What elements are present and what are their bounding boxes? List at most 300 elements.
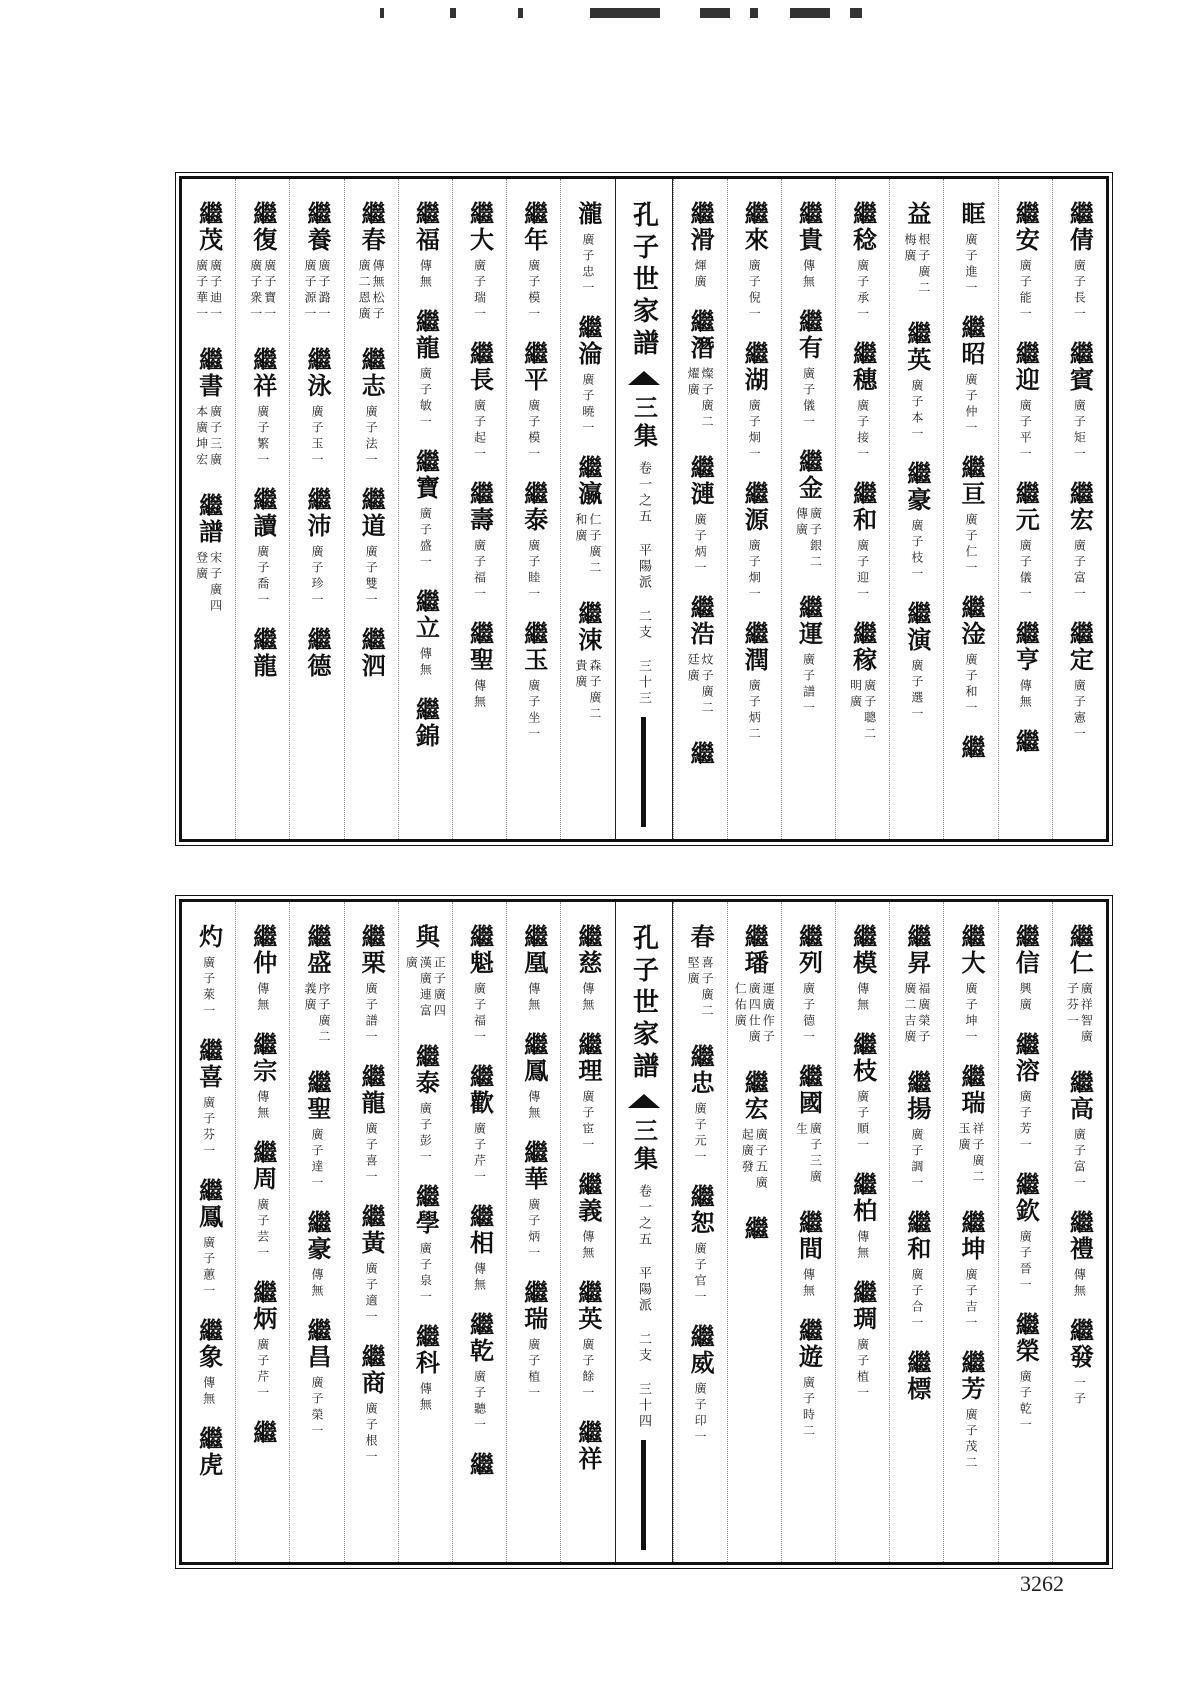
person-name: 繼學 xyxy=(411,1184,441,1236)
person-entry xyxy=(957,1064,985,1192)
person-name: 繼忠 xyxy=(686,1044,716,1096)
person-note: 傳無 xyxy=(855,982,870,1014)
genealogy-column xyxy=(673,179,727,839)
person-note: 傳無 xyxy=(418,259,433,291)
person-entry xyxy=(465,1204,495,1294)
genealogy-column xyxy=(289,179,343,839)
person-entry xyxy=(686,595,714,723)
person-name: 繼錦 xyxy=(411,697,441,749)
person-note: 傳無 xyxy=(418,647,433,679)
person-name: 繼威 xyxy=(686,1324,716,1376)
person-note: 廣子根一 xyxy=(364,1402,379,1466)
person-entry xyxy=(573,924,603,1014)
person-name: 繼榮 xyxy=(1011,1312,1041,1364)
spine-column xyxy=(615,902,673,1562)
person-note: 廣子茂二 xyxy=(964,1408,979,1472)
genealogy-columns xyxy=(182,179,1106,839)
person-note: 廣子泉一 xyxy=(418,1242,433,1306)
person-name: 繼瑞 xyxy=(957,1064,987,1116)
person-entry xyxy=(573,1172,603,1262)
person-note: 傳無 xyxy=(472,679,487,711)
genealogy-column xyxy=(235,902,289,1562)
person-name: 繼 xyxy=(1011,729,1041,755)
person-name: 繼慈 xyxy=(573,924,603,976)
person-name: 繼漣 xyxy=(686,455,716,507)
person-entry xyxy=(957,595,987,717)
person-entry xyxy=(519,481,549,603)
person-name: 繼書 xyxy=(194,347,224,399)
person-name: 繼聖 xyxy=(302,1070,332,1122)
person-name: 春 xyxy=(686,924,716,950)
person-entry xyxy=(686,741,716,767)
person-entry xyxy=(1011,1172,1041,1294)
spine-block xyxy=(628,201,660,827)
person-entry xyxy=(194,924,224,1020)
person-entry xyxy=(465,1452,495,1478)
person-entry xyxy=(686,1324,716,1446)
person-entry xyxy=(686,924,714,1026)
person-entry xyxy=(411,449,441,571)
person-name: 繼坤 xyxy=(957,1210,987,1262)
genealogy-column xyxy=(835,179,889,839)
person-note: 喜子廣二堅廣 xyxy=(686,956,715,1020)
person-note: 廣子仁一 xyxy=(964,513,979,577)
person-entry xyxy=(519,201,549,323)
person-name: 繼商 xyxy=(357,1344,387,1396)
person-entry xyxy=(411,1044,441,1166)
person-name: 繼源 xyxy=(740,481,770,533)
person-note: 序子廣二義廣 xyxy=(302,982,331,1046)
person-entry xyxy=(302,347,332,469)
person-name: 繼稔 xyxy=(848,201,878,253)
person-entry xyxy=(848,924,878,1014)
person-note: 廣子忠一 xyxy=(580,233,595,297)
person-note: 廣子繁一 xyxy=(255,405,270,469)
genealogy-column xyxy=(235,179,289,839)
person-note: 廣子植一 xyxy=(526,1338,541,1402)
person-note: 廣子倪一 xyxy=(747,259,762,323)
genealogy-column xyxy=(1052,179,1106,839)
person-name: 繼養 xyxy=(302,201,332,253)
person-name: 繼標 xyxy=(902,1350,932,1402)
person-name: 繼和 xyxy=(902,1210,932,1262)
person-entry xyxy=(902,461,932,583)
genealogy-column xyxy=(673,902,727,1562)
person-note: 廣子乾一 xyxy=(1018,1370,1033,1434)
person-name: 繼復 xyxy=(248,201,278,253)
person-name: 繼禮 xyxy=(1065,1210,1095,1262)
person-entry xyxy=(573,315,603,437)
genealogy-column xyxy=(727,179,781,839)
person-entry xyxy=(902,321,932,443)
genealogy-column xyxy=(781,902,835,1562)
person-note: 廣子達一 xyxy=(309,1128,324,1192)
genealogy-page-bottom xyxy=(179,899,1109,1565)
person-note: 傳無 xyxy=(526,982,541,1014)
person-entry xyxy=(957,924,987,1046)
fishtail-mark-icon xyxy=(628,1094,660,1108)
person-note: 傳無 xyxy=(801,1268,816,1300)
person-entry xyxy=(686,455,716,577)
person-name: 繼豪 xyxy=(302,1210,332,1262)
genealogy-column xyxy=(398,179,452,839)
volume-branch-label: 卷一之五 平陽派 二支 三十四 xyxy=(636,1184,651,1430)
person-entry xyxy=(357,1204,387,1326)
person-entry xyxy=(519,1280,549,1402)
person-note: 廣子時二 xyxy=(801,1376,816,1440)
person-note: 廣子元一 xyxy=(693,1102,708,1166)
person-name: 繼魁 xyxy=(465,924,495,976)
person-name: 繼亘 xyxy=(957,455,987,507)
person-note: 廣子富一 xyxy=(1072,1128,1087,1192)
person-name: 繼芳 xyxy=(957,1350,987,1402)
person-note: 廣子德一 xyxy=(801,982,816,1046)
person-name: 繼壽 xyxy=(465,481,495,533)
person-name: 繼柏 xyxy=(848,1172,878,1224)
person-name: 繼發 xyxy=(1065,1318,1095,1370)
person-note: 廣子銀二傳廣 xyxy=(794,507,823,571)
genealogy-column xyxy=(506,902,560,1562)
person-note: 廣子憲一 xyxy=(1072,679,1087,743)
page-number: 3262 xyxy=(1020,1571,1064,1596)
person-entry xyxy=(957,201,987,297)
person-entry xyxy=(357,1344,387,1466)
person-entry xyxy=(357,924,387,1046)
person-entry xyxy=(573,1280,603,1402)
person-name: 繼立 xyxy=(411,589,441,641)
person-name: 繼玉 xyxy=(519,621,549,673)
person-entry xyxy=(249,201,277,329)
person-note: 傳無 xyxy=(1018,679,1033,711)
genealogy-page-top xyxy=(179,176,1109,842)
person-name: 繼浩 xyxy=(686,595,716,647)
genealogy-column xyxy=(398,902,452,1562)
person-name: 繼讀 xyxy=(248,487,278,539)
person-name: 繼列 xyxy=(794,924,824,976)
person-name: 繼高 xyxy=(1065,1070,1095,1122)
person-name: 繼模 xyxy=(848,924,878,976)
person-entry xyxy=(1011,924,1041,1014)
person-entry xyxy=(902,1210,932,1332)
genealogy-column xyxy=(182,179,235,839)
person-note: 傳無 xyxy=(201,1376,216,1408)
person-entry xyxy=(248,1420,278,1446)
genealogy-column xyxy=(182,902,235,1562)
person-entry xyxy=(903,924,931,1052)
person-entry xyxy=(1011,1312,1041,1434)
person-note: 廣子芹一 xyxy=(255,1338,270,1402)
person-note: 廣子三廣本廣坤宏 xyxy=(194,405,223,469)
person-note: 運廣作子廣四仕廣仁佑廣 xyxy=(733,982,776,1046)
person-note: 興廣 xyxy=(1018,982,1033,1014)
person-name: 繼黃 xyxy=(357,1204,387,1256)
person-name: 繼 xyxy=(248,1420,278,1446)
person-name: 繼泰 xyxy=(519,481,549,533)
person-note: 傳無 xyxy=(580,1230,595,1262)
person-entry xyxy=(411,1324,441,1414)
person-note: 廣子晉一 xyxy=(1018,1230,1033,1294)
person-entry xyxy=(519,924,549,1014)
genealogy-column xyxy=(835,902,889,1562)
person-entry xyxy=(1011,621,1041,711)
person-name: 繼凰 xyxy=(519,924,549,976)
person-entry xyxy=(465,341,495,463)
person-entry xyxy=(848,201,878,323)
person-note: 宋子廣四登廣 xyxy=(194,551,223,615)
person-note: 廣子接一 xyxy=(855,399,870,463)
person-entry xyxy=(302,487,332,609)
person-name: 繼潛 xyxy=(686,309,716,361)
person-note: 廣子譜一 xyxy=(801,653,816,717)
person-entry xyxy=(404,924,446,1026)
person-note: 廣子官一 xyxy=(693,1242,708,1306)
person-name: 繼 xyxy=(957,735,987,761)
person-name: 繼大 xyxy=(957,924,987,976)
genealogy-column xyxy=(781,179,835,839)
person-entry xyxy=(794,924,824,1046)
person-name: 繼揚 xyxy=(902,1070,932,1122)
person-entry xyxy=(957,455,987,577)
person-entry xyxy=(302,1210,332,1300)
person-note: 廣子福一 xyxy=(472,539,487,603)
person-entry xyxy=(195,347,223,475)
person-entry xyxy=(519,1032,549,1122)
person-note: 廣子調一 xyxy=(909,1128,924,1192)
person-note: 廣子三廣生 xyxy=(794,1122,823,1186)
person-note: 傳無 xyxy=(418,1382,433,1414)
person-note: 廣子能一 xyxy=(1018,259,1033,323)
person-note: 傳無松子廣二恩廣 xyxy=(357,259,386,323)
person-name: 繼泗 xyxy=(357,627,387,679)
person-note: 廣子吉一 xyxy=(964,1268,979,1332)
person-entry xyxy=(1065,621,1095,743)
person-entry xyxy=(303,201,331,329)
person-name: 繼象 xyxy=(194,1318,224,1370)
genealogy-column xyxy=(344,902,398,1562)
person-entry xyxy=(740,1070,768,1198)
person-note: 傳無 xyxy=(801,259,816,291)
person-entry xyxy=(1065,924,1093,1052)
person-entry xyxy=(194,1038,224,1160)
person-note: 廣子五廣起廣發 xyxy=(740,1128,769,1192)
person-name: 繼湖 xyxy=(740,341,770,393)
person-entry xyxy=(794,595,824,717)
person-note: 廣子富一 xyxy=(1072,539,1087,603)
person-entry xyxy=(848,481,878,603)
person-name: 繼來 xyxy=(740,201,770,253)
person-note: 廣子炳二 xyxy=(747,679,762,743)
person-entry xyxy=(519,1140,549,1262)
person-name: 繼豪 xyxy=(902,461,932,513)
person-name: 繼稼 xyxy=(848,621,878,673)
person-name: 繼福 xyxy=(411,201,441,253)
person-name: 繼淪 xyxy=(573,315,603,367)
person-name: 繼大 xyxy=(465,201,495,253)
person-note: 廣子承一 xyxy=(855,259,870,323)
person-name: 繼宏 xyxy=(740,1070,770,1122)
person-name: 繼春 xyxy=(357,201,387,253)
person-note: 福廣榮子廣二吉廣 xyxy=(902,982,931,1046)
person-note: 廣子迎一 xyxy=(855,539,870,603)
person-name: 繼貴 xyxy=(794,201,824,253)
person-name: 繼間 xyxy=(794,1210,824,1262)
person-entry xyxy=(357,201,385,329)
person-entry xyxy=(1065,481,1095,603)
person-note: 廣子儀一 xyxy=(801,367,816,431)
spine-block xyxy=(628,924,660,1550)
person-note: 廣子芸一 xyxy=(255,1198,270,1262)
person-entry xyxy=(574,455,602,583)
person-name: 繼栗 xyxy=(357,924,387,976)
person-note: 廣祥智廣子芬一 xyxy=(1065,982,1094,1046)
person-note: 廣子彭一 xyxy=(418,1102,433,1166)
person-name: 繼璠 xyxy=(740,924,770,976)
person-entry xyxy=(794,1318,824,1440)
person-name: 繼鳳 xyxy=(194,1178,224,1230)
person-note: 廣子模一 xyxy=(526,259,541,323)
person-entry xyxy=(1011,341,1041,463)
person-entry xyxy=(740,481,770,603)
person-note: 廣子炯一 xyxy=(747,539,762,603)
person-entry xyxy=(573,1420,603,1472)
person-entry xyxy=(465,621,495,711)
person-entry xyxy=(794,309,824,431)
spine-column xyxy=(615,179,673,839)
person-note: 煇廣 xyxy=(693,259,708,291)
person-name: 繼長 xyxy=(465,341,495,393)
person-entry xyxy=(248,627,278,679)
person-entry xyxy=(465,201,495,323)
person-entry xyxy=(357,347,387,469)
person-name: 繼潤 xyxy=(740,621,770,673)
person-note: 廣子長一 xyxy=(1072,259,1087,323)
person-name: 繼瀛 xyxy=(573,455,603,507)
person-entry xyxy=(194,1426,224,1478)
person-name: 繼 xyxy=(465,1452,495,1478)
person-name: 繼欽 xyxy=(1011,1172,1041,1224)
person-entry xyxy=(1065,341,1095,463)
genealogy-column xyxy=(943,179,997,839)
person-note: 廣子寶一廣子衆一 xyxy=(248,259,277,323)
person-name: 繼祥 xyxy=(573,1420,603,1472)
person-note: 廣子宦一 xyxy=(580,1090,595,1154)
person-entry xyxy=(411,201,441,291)
person-name: 繼 xyxy=(686,741,716,767)
person-entry xyxy=(519,341,549,463)
person-entry xyxy=(794,449,822,577)
book-title: 孔子世家譜 xyxy=(628,924,659,1084)
person-entry xyxy=(248,1140,278,1262)
person-name: 繼倩 xyxy=(1065,201,1095,253)
person-note: 廣子萊一 xyxy=(201,956,216,1020)
person-entry xyxy=(411,697,441,749)
person-name: 繼龍 xyxy=(411,309,441,361)
person-entry xyxy=(902,601,932,723)
person-name: 繼寶 xyxy=(411,449,441,501)
person-note: 廣子雙一 xyxy=(364,545,379,609)
person-note: 正子廣四漢廣連富廣 xyxy=(404,956,447,1020)
person-entry xyxy=(302,1318,332,1440)
person-entry xyxy=(302,627,332,679)
person-name: 繼信 xyxy=(1011,924,1041,976)
person-name: 繼國 xyxy=(794,1064,824,1116)
genealogy-column xyxy=(998,902,1052,1562)
person-entry xyxy=(903,201,931,303)
person-note: 廣子和一 xyxy=(964,653,979,717)
person-entry xyxy=(574,601,602,729)
person-entry xyxy=(733,924,775,1052)
genealogy-column xyxy=(998,179,1052,839)
person-entry xyxy=(740,201,770,323)
person-name: 繼義 xyxy=(573,1172,603,1224)
person-entry xyxy=(686,1044,716,1166)
genealogy-column xyxy=(452,179,506,839)
person-note: 廣子炳一 xyxy=(526,1198,541,1262)
person-entry xyxy=(794,201,824,291)
person-note: 廣子植一 xyxy=(855,1338,870,1402)
genealogy-column xyxy=(1052,902,1106,1562)
person-name: 繼炳 xyxy=(248,1280,278,1332)
genealogy-column xyxy=(727,902,781,1562)
collection-label: 三集 xyxy=(629,395,659,451)
genealogy-column xyxy=(560,902,614,1562)
person-entry xyxy=(848,341,878,463)
person-name: 繼宏 xyxy=(1065,481,1095,533)
person-name: 繼淦 xyxy=(957,595,987,647)
genealogy-column xyxy=(560,179,614,839)
person-name: 繼滑 xyxy=(686,201,716,253)
person-entry xyxy=(902,1350,932,1402)
person-name: 繼喜 xyxy=(194,1038,224,1090)
person-note: 廣子喬一 xyxy=(255,545,270,609)
person-entry xyxy=(957,1350,987,1472)
person-name: 繼昭 xyxy=(957,315,987,367)
person-note: 廣子炳一 xyxy=(693,513,708,577)
person-name: 繼金 xyxy=(794,449,824,501)
person-note: 廣子適一 xyxy=(364,1262,379,1326)
person-name: 繼德 xyxy=(302,627,332,679)
person-note: 廣子選一 xyxy=(909,659,924,723)
person-entry xyxy=(195,201,223,329)
volume-branch-label: 卷一之五 平陽派 二支 三十三 xyxy=(636,461,651,707)
genealogy-column xyxy=(943,902,997,1562)
person-entry xyxy=(1065,1070,1095,1192)
person-note: 傳無 xyxy=(255,982,270,1014)
person-note: 廣子芳一 xyxy=(1018,1090,1033,1154)
person-entry xyxy=(740,621,770,743)
person-entry xyxy=(411,1184,441,1306)
spine-rule xyxy=(641,1440,646,1550)
person-note: 廣子蕙一 xyxy=(201,1236,216,1300)
person-entry xyxy=(1011,481,1041,603)
person-note: 傳無 xyxy=(526,1090,541,1122)
person-name: 繼運 xyxy=(794,595,824,647)
person-name: 繼英 xyxy=(902,321,932,373)
person-entry xyxy=(195,493,223,621)
person-note: 廣子福一 xyxy=(472,982,487,1046)
person-note: 廣子瑞一 xyxy=(472,259,487,323)
person-entry xyxy=(302,1070,332,1192)
person-entry xyxy=(194,1318,224,1408)
person-name: 繼英 xyxy=(573,1280,603,1332)
person-entry xyxy=(740,1216,770,1242)
person-entry xyxy=(1011,201,1041,323)
person-name: 繼龍 xyxy=(357,1064,387,1116)
person-entry xyxy=(686,1184,716,1306)
person-name: 繼仲 xyxy=(248,924,278,976)
person-note: 廣子睦一 xyxy=(526,539,541,603)
person-entry xyxy=(303,924,331,1052)
